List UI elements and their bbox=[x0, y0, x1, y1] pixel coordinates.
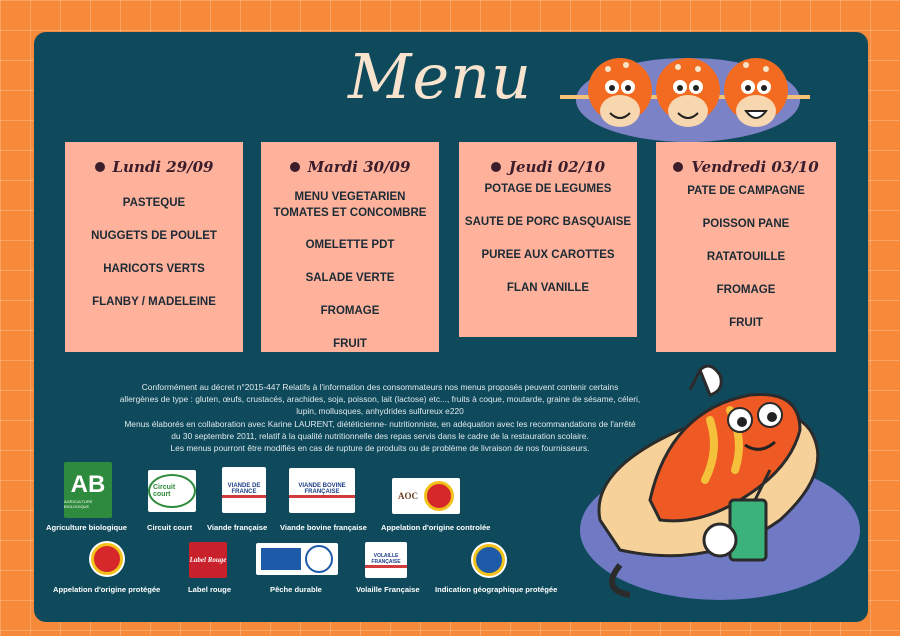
label-rouge-logo: Label Rouge bbox=[189, 542, 227, 578]
menu-item: POISSON PANE bbox=[702, 218, 790, 230]
label-peche: Pêche durable bbox=[270, 585, 322, 594]
balloon-mascots-illustration bbox=[560, 45, 820, 145]
igp-seal-icon bbox=[473, 544, 505, 576]
bullet-icon bbox=[290, 162, 300, 172]
menu-item: PATE DE CAMPAGNE bbox=[687, 185, 805, 197]
bullet-icon bbox=[673, 162, 683, 172]
day-heading: Lundi 29/09 bbox=[65, 156, 243, 178]
menu-item: RATATOUILLE bbox=[706, 251, 786, 263]
viande-bovine-logo: VIANDE BOVINE FRANÇAISE bbox=[289, 468, 355, 513]
menu-item: HARICOTS VERTS bbox=[103, 263, 205, 275]
day-card-monday bbox=[65, 142, 243, 352]
page-title: Menu bbox=[348, 40, 533, 113]
menu-item: SALADE VERTE bbox=[305, 272, 395, 284]
ab-logo: AB AGRICULTURE BIOLOGIQUE bbox=[64, 462, 112, 518]
label-viande: Viande française bbox=[207, 523, 268, 532]
menu-item: FLAN VANILLE bbox=[506, 282, 590, 294]
menu-item: PUREE AUX CAROTTES bbox=[481, 249, 615, 261]
menu-item: OMELETTE PDT bbox=[305, 239, 395, 251]
aop-logo bbox=[89, 541, 125, 577]
day-heading: Mardi 30/09 bbox=[261, 156, 439, 178]
label-volaille: Volaille Française bbox=[356, 585, 420, 594]
label-circuit: Circuit court bbox=[147, 523, 193, 532]
bullet-icon bbox=[491, 162, 501, 172]
legal-notice: Conformément au décret n°2015-447 Relatifs à l'information des consommateurs nos menus proposés peuvent contenir certains allergènes de type : gluten, œufs, crustacés, arachides, soja, poisson, lait (lactose) etc..., fruits à coque, moutarde, graine de sésame, céleri, lupin, mollusques, anhydrides sulfureux e220 Menus élaborés en collaboration avec Karine LAURENT, diététicienne- nutritionniste, en adéquation avec les recommandations de l'arrêté du 30 septembre 2011, relatif à la qualité nutritionnelle des repas servis dans le cadre de la restauration scolaire. Les menus pourront être modifiés en cas de rupture de produits ou de problème de livraison de nos fournisseurs. bbox=[119, 382, 641, 454]
menu-item: POTAGE DE LEGUMES bbox=[484, 183, 612, 195]
day-card-tuesday bbox=[261, 142, 439, 352]
label-igp: Indication géographique protégée bbox=[435, 585, 558, 594]
day-heading: Vendredi 03/10 bbox=[656, 156, 836, 178]
menu-item: PASTEQUE bbox=[122, 197, 186, 209]
igp-logo bbox=[471, 542, 507, 578]
aop-seal-icon bbox=[91, 543, 123, 575]
menu-item: FROMAGE bbox=[716, 284, 776, 296]
bullet-icon bbox=[95, 162, 105, 172]
label-rouge: Label rouge bbox=[188, 585, 232, 594]
menu-item: FRUIT bbox=[729, 317, 763, 329]
viande-francaise-logo: VIANDE DE FRANCE bbox=[222, 467, 266, 513]
menu-item: FROMAGE bbox=[320, 305, 380, 317]
msc-badge-icon bbox=[261, 548, 301, 570]
menu-item: FLANBY / MADELEINE bbox=[92, 296, 216, 308]
day-card-thursday bbox=[459, 142, 637, 337]
circuit-court-logo: Circuit court bbox=[148, 470, 196, 512]
peche-durable-logo bbox=[256, 543, 338, 575]
aop-seal-icon bbox=[424, 481, 454, 511]
fish-seal-icon bbox=[305, 545, 333, 573]
menu-item: FRUIT bbox=[333, 338, 367, 350]
label-bovine: Viande bovine française bbox=[280, 523, 367, 532]
label-aoc: Appelation d'origine controlée bbox=[381, 523, 491, 532]
menu-item: NUGGETS DE POULET bbox=[91, 230, 217, 242]
label-bio: Agriculture biologique bbox=[46, 523, 127, 532]
day-card-friday bbox=[656, 142, 836, 352]
aoc-logo: AOC bbox=[392, 478, 460, 514]
day-heading: Jeudi 02/10 bbox=[459, 156, 637, 178]
hotdog-mascot-illustration bbox=[560, 350, 860, 600]
volaille-francaise-logo: VOLAILLE FRANÇAISE bbox=[365, 542, 407, 578]
label-aop: Appelation d'origine protégée bbox=[53, 585, 161, 594]
menu-item: SAUTE DE PORC BASQUAISE bbox=[464, 216, 632, 228]
menu-item: MENU VEGETARIEN TOMATES ET CONCOMBRE bbox=[273, 191, 427, 219]
